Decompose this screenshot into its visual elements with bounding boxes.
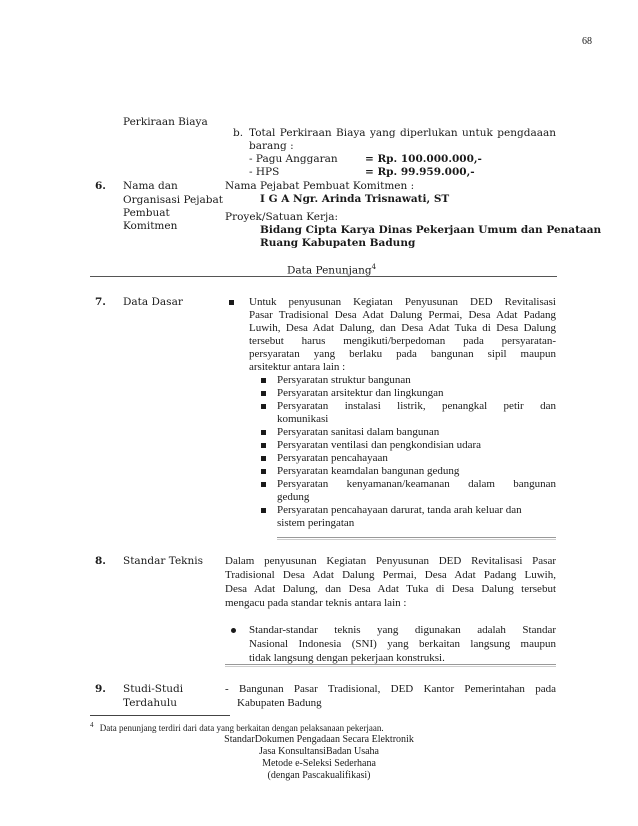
item-6-label-line-1: Nama dan [123, 180, 178, 192]
footer-line-2: Jasa KonsultansiBadan Usaha [259, 746, 379, 757]
req-bullet [261, 482, 266, 487]
req-item-cont: gedung [277, 491, 310, 503]
proyek-label: Proyek/Satuan Kerja: [225, 211, 339, 223]
pagu-label: - Pagu Anggaran [249, 153, 338, 165]
footnote-text: Data penunjang terdiri dari data yang berkaitan dengan pelaksanaan pekerjaan. [99, 723, 384, 733]
section-divider [90, 276, 557, 277]
req-bullet [261, 404, 266, 409]
req-item: Persyaratan pencahayaan darurat, tanda arah keluar dan [277, 504, 522, 516]
footer-line-4: (dengan Pascakualifikasi) [267, 770, 371, 781]
item-9-number: 9. [95, 683, 106, 695]
page-number: 68 [582, 36, 592, 47]
req-item-cont: sistem peringatan [277, 517, 355, 529]
item-8-intro-line-4: mengacu pada standar teknis antara lain : [225, 597, 407, 609]
item-8-bullet-line-3: tidak langsung dengan pekerjaan konstruksi. [249, 652, 445, 664]
req-item: Persyaratan pencahayaan [277, 452, 388, 464]
item-7-intro-line-3: Luwih, Desa Adat Dalung, dan Desa Adat Tuka di Desa Dalung [249, 322, 556, 334]
data-penunjang-footnote-mark: 4 [371, 263, 377, 271]
item-8-bullet-line-2: Nasional Indonesia (SNI) yang berkaitan langsung maupun [249, 638, 556, 650]
item-7-bullet [229, 300, 234, 305]
footer-line-1: StandarDokumen Pengadaan Secara Elektronik [224, 734, 414, 745]
item-7-intro-line-1: Untuk penyusunan Kegiatan Penyusunan DED Revitalisasi [249, 296, 556, 308]
total-biaya-line-1: Total Perkiraan Biaya yang diperlukan untuk pengdaaan [249, 127, 556, 139]
item-8-bullet [231, 628, 236, 633]
hps-value: = Rp. 99.959.000,- [365, 166, 475, 178]
req-bullet [261, 508, 266, 513]
item-8-end-rule [225, 664, 556, 667]
req-item: Persyaratan sanitasi dalam bangunan [277, 426, 440, 438]
req-bullet [261, 378, 266, 383]
hps-label: - HPS [249, 166, 280, 178]
pejabat-label: Nama Pejabat Pembuat Komitmen : [225, 180, 415, 192]
footnote-mark: 4 [90, 721, 94, 729]
total-biaya-line-2: barang : [249, 140, 294, 152]
item-8-number: 8. [95, 555, 106, 567]
req-item: Persyaratan kenyamanan/keamanan dalam bangunan [277, 478, 556, 490]
item-7-intro-line-2: Pasar Tradisional Desa Adat Dalung Permai, Desa Adat Padang [249, 309, 556, 321]
item-6-label-line-4: Komitmen [123, 220, 178, 232]
perkiraan-biaya-label: Perkiraan Biaya [123, 116, 208, 128]
b-marker: b. [233, 127, 244, 139]
req-item: Persyaratan struktur bangunan [277, 374, 411, 386]
item-8-intro-line-3: Desa Adat Dalung, dan Desa Adat Tuka di Desa Dalung tersebut [225, 583, 556, 595]
item-6-label-line-3: Pembuat [123, 207, 170, 219]
item-7-end-rule [277, 537, 556, 540]
item-6-number: 6. [95, 180, 106, 192]
item-7-intro-line-5: persyaratan yang berlaku pada bangunan sipil maupun [249, 348, 556, 360]
item-7-number: 7. [95, 296, 106, 308]
item-8-intro-line-2: Tradisional Desa Adat Dalung Permai, Desa Adat Padang Luwih, [225, 569, 556, 581]
req-bullet [261, 456, 266, 461]
req-item: Persyaratan arsitektur dan lingkungan [277, 387, 444, 399]
item-7-label: Data Dasar [123, 296, 183, 308]
item-7-intro-line-6: arsitektur antara lain : [249, 361, 346, 373]
footnote-rule [90, 715, 230, 716]
item-8-bullet-line-1: Standar-standar teknis yang digunakan adalah Standar [249, 624, 556, 636]
item-8-label: Standar Teknis [123, 555, 204, 567]
data-penunjang-text: Data Penunjang [287, 264, 372, 277]
item-7-intro-line-4: tersebut harus mengikuti/berpedoman pada persyaratan- [249, 335, 556, 347]
proyek-line-1: Bidang Cipta Karya Dinas Pekerjaan Umum dan Penataan [260, 224, 602, 236]
req-bullet [261, 443, 266, 448]
pejabat-name: I G A Ngr. Arinda Trisnawati, ST [260, 193, 450, 205]
req-item: Persyaratan ventilasi dan pengkondisian udara [277, 439, 482, 451]
footnote [90, 720, 384, 734]
req-bullet [261, 430, 266, 435]
pagu-value: = Rp. 100.000.000,- [365, 153, 482, 165]
item-9-line-2: Kabupaten Badung [237, 697, 322, 709]
item-9-label-line-1: Studi-Studi [123, 683, 184, 695]
req-item-cont: komunikasi [277, 413, 329, 425]
req-item: Persyaratan keamdalan bangunan gedung [277, 465, 460, 477]
footer [0, 734, 638, 782]
item-8-intro-line-1: Dalam penyusunan Kegiatan Penyusunan DED Revitalisasi Pasar [225, 555, 556, 567]
footer-line-3: Metode e-Seleksi Sederhana [262, 758, 376, 769]
item-9-line-1: - Bangunan Pasar Tradisional, DED Kantor Pemerintahan pada [225, 683, 556, 695]
item-9-label-line-2: Terdahulu [123, 697, 178, 709]
req-bullet [261, 469, 266, 474]
req-item: Persyaratan instalasi listrik, penangkal petir dan [277, 400, 556, 412]
req-bullet [261, 391, 266, 396]
item-6-label-line-2: Organisasi Pejabat [123, 194, 223, 206]
proyek-line-2: Ruang Kabupaten Badung [260, 237, 416, 249]
